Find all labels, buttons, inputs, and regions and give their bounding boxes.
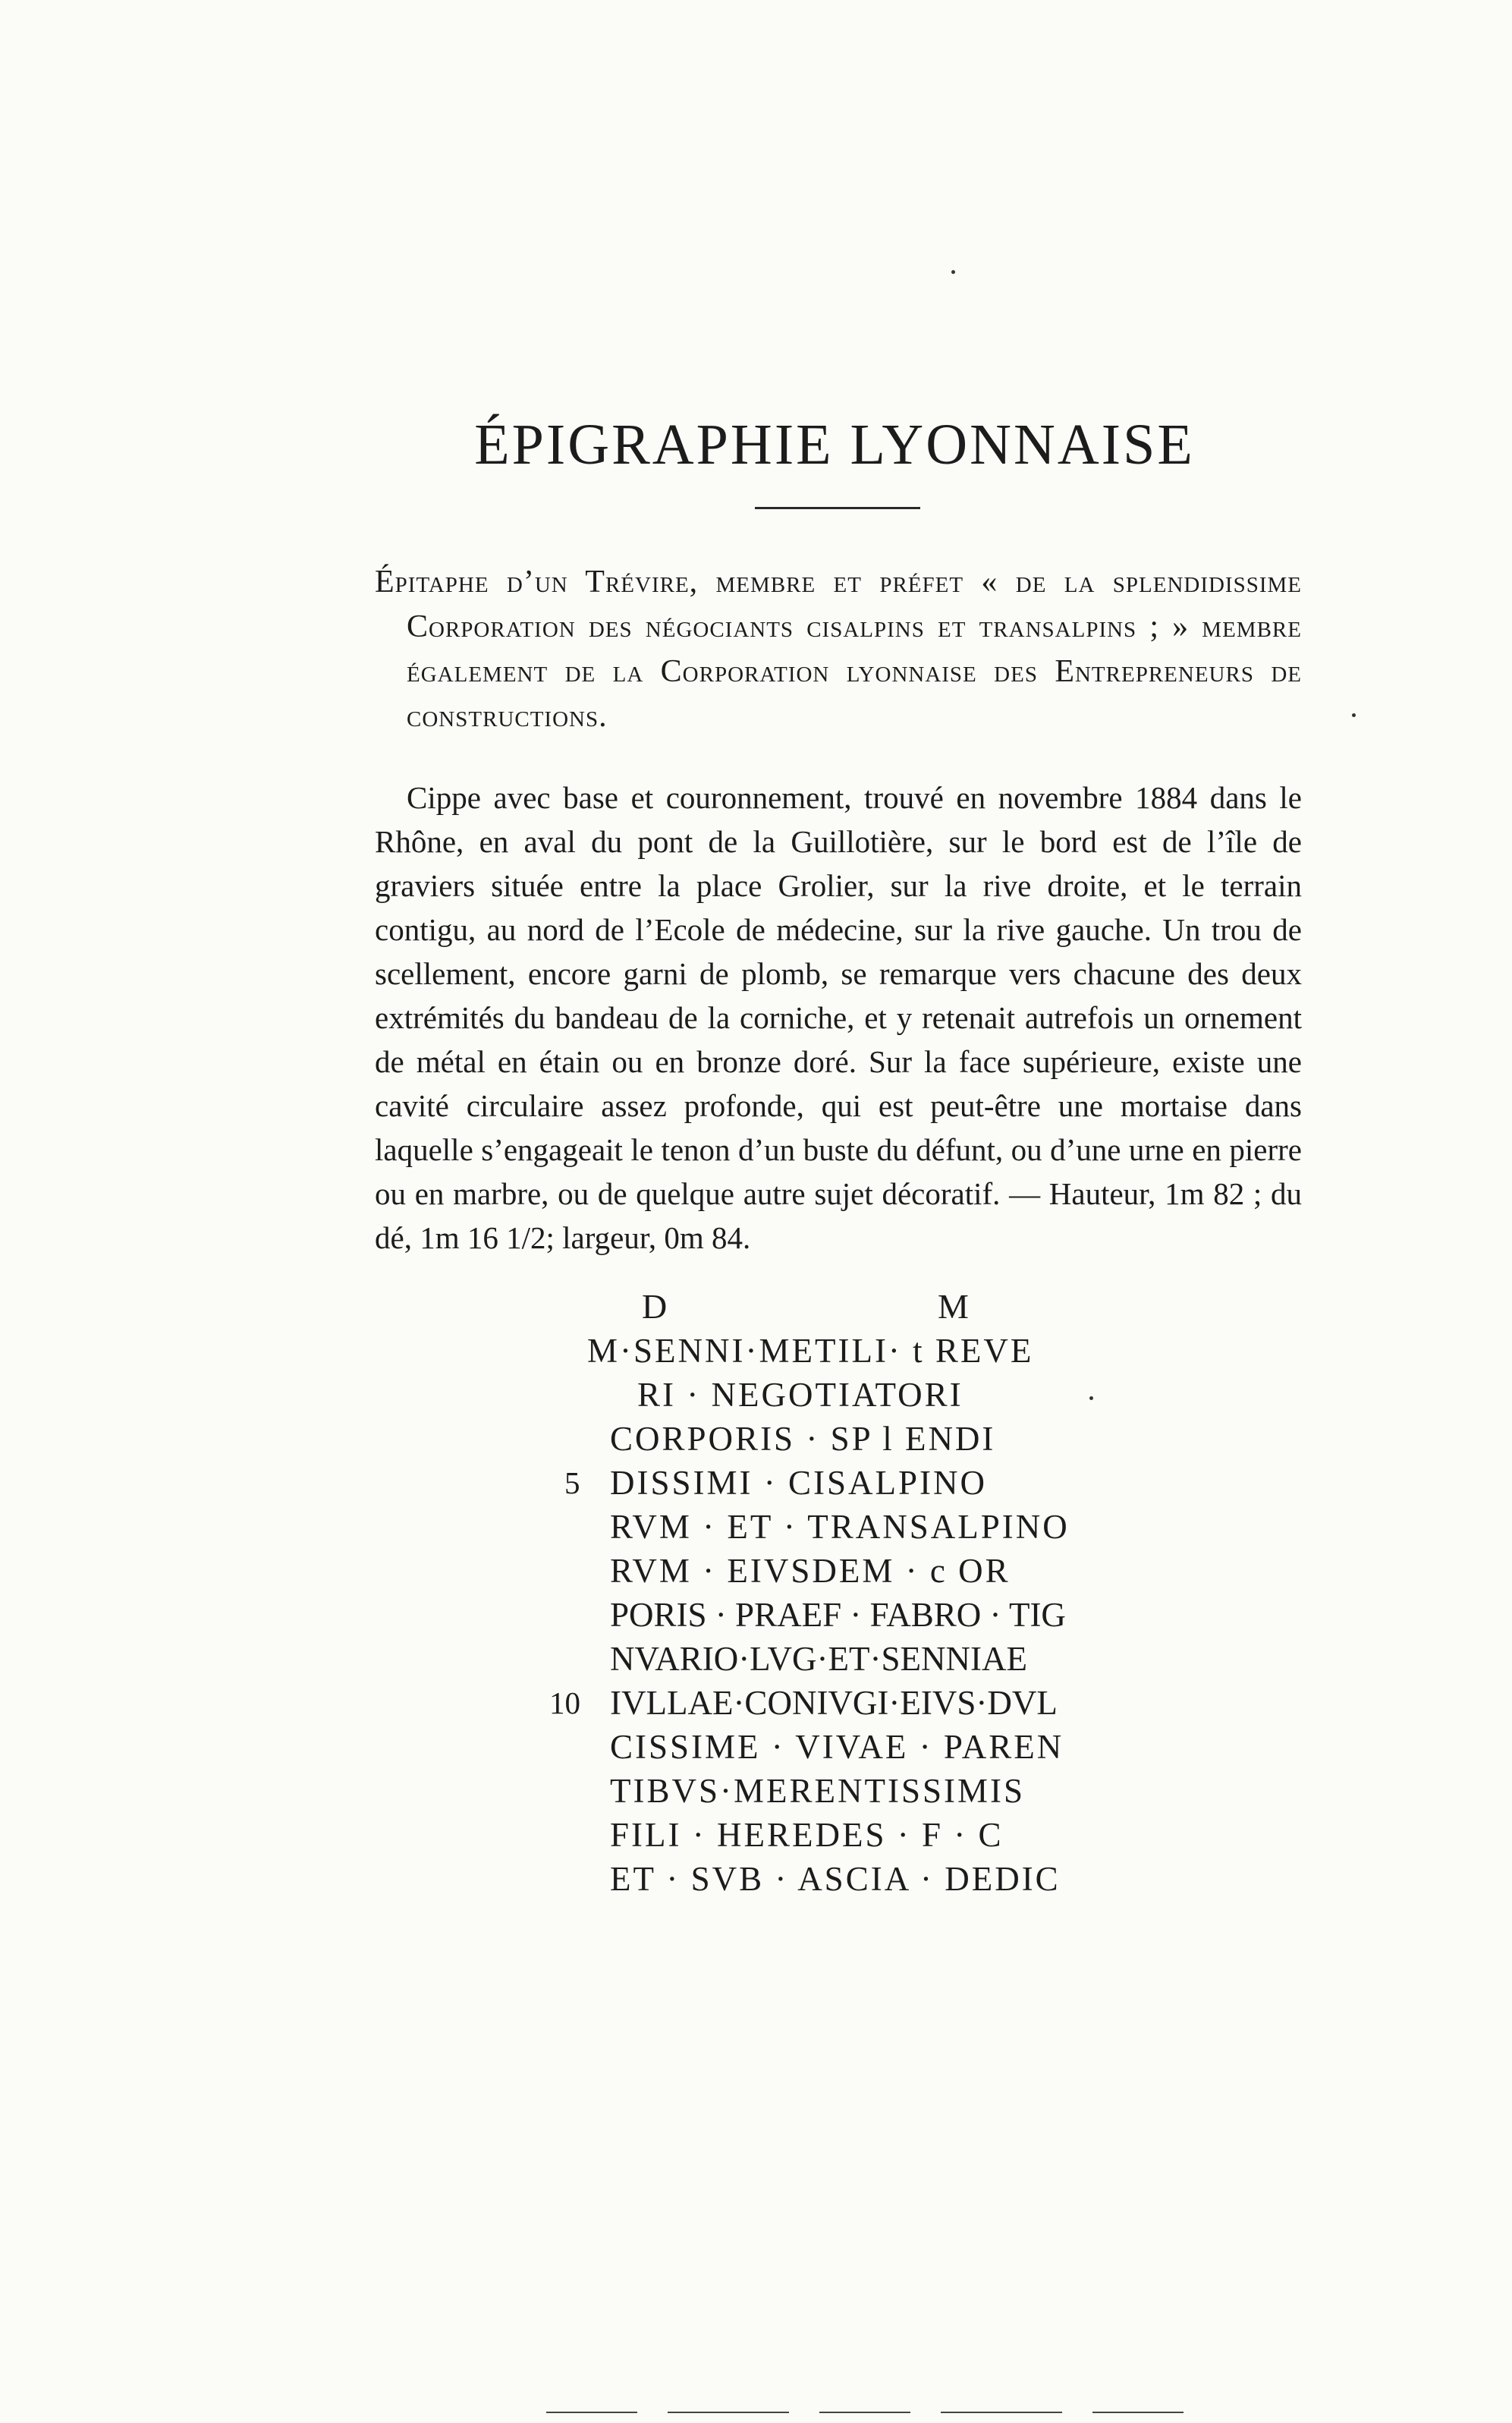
inscription-line: M·SENNI·METILI· t REVE (587, 1332, 1034, 1370)
inscription-block (0, 1285, 1512, 1930)
inscription-line: RVM · EIVSDEM · c OR (610, 1552, 1011, 1590)
title-rule (755, 507, 920, 509)
inscription-line: RVM · ET · TRANSALPINO (610, 1508, 1070, 1546)
inscription-line: ET · SVB · ASCIA · DEDIC (610, 1860, 1061, 1898)
line-number: 10 (549, 1685, 580, 1720)
scan-mark (941, 2412, 1062, 2413)
dot-mark (1352, 713, 1356, 717)
scan-mark (546, 2412, 637, 2413)
inscription-line: CORPORIS · SP l ENDI (610, 1420, 996, 1458)
inscription-line: IVLLAE·CONIVGI·EIVS·DVL (610, 1684, 1058, 1722)
description-paragraph: Cippe avec base et couronnement, trouvé en novembre 1884 dans le Rhône, en aval du pont de la Guillotière, sur le bord est de l’île de graviers située entre la place Grolier, sur la rive droite, et le terrain contigu, au nord de l’Ecole de médecine, sur la rive gauche. Un trou de scellement, encore garni de plomb, se remarque vers chacune des deux extrémités du bandeau de la corniche, et y retenait autrefois un ornement de métal en étain ou en bronze doré. Sur la face supérieure, existe une cavité circulaire assez profonde, qui est peut-être une mortaise dans laquelle s’engageait le tenon d’un buste du défunt, ou d’une urne en pierre ou en marbre, ou de quelque autre sujet décoratif. — Hauteur, 1m 82 ; du dé, 1m 16 1/2; largeur, 0m 84. (375, 780, 1302, 1255)
summary-paragraph: Épitaphe d’un Trévire, membre et préfet « de la splendidissime Corporation des négociants cisalpins et transalpins ; » membre également de la Corporation lyonnaise des Entrepreneurs de constructions. (375, 565, 1302, 734)
inscription-line: DISSIMI · CISALPINO (610, 1464, 988, 1502)
inscription-line: FILI · HEREDES · F · C (610, 1816, 1004, 1854)
page-title: ÉPIGRAPHIE LYONNAISE (474, 413, 1195, 477)
inscription-line: CISSIME · VIVAE · PAREN (610, 1728, 1064, 1766)
inscription-line: TIBVS·MERENTISSIMIS (610, 1772, 1026, 1810)
scan-mark (1092, 2412, 1184, 2413)
line-number: 5 (564, 1465, 580, 1500)
inscription-header-right: M (938, 1287, 971, 1326)
scan-mark (819, 2412, 910, 2413)
inscription-line: RI · NEGOTIATORI (637, 1376, 963, 1414)
scan-mark (668, 2412, 789, 2413)
inscription-header-left: D (642, 1287, 670, 1326)
inscription-line: PORIS · PRAEF · FABRO · TIG (610, 1596, 1066, 1634)
inscription-line: NVARIO·LVG·ET·SENNIAE (610, 1640, 1027, 1678)
dot-mark (951, 270, 955, 274)
dot-mark (1089, 1396, 1093, 1400)
